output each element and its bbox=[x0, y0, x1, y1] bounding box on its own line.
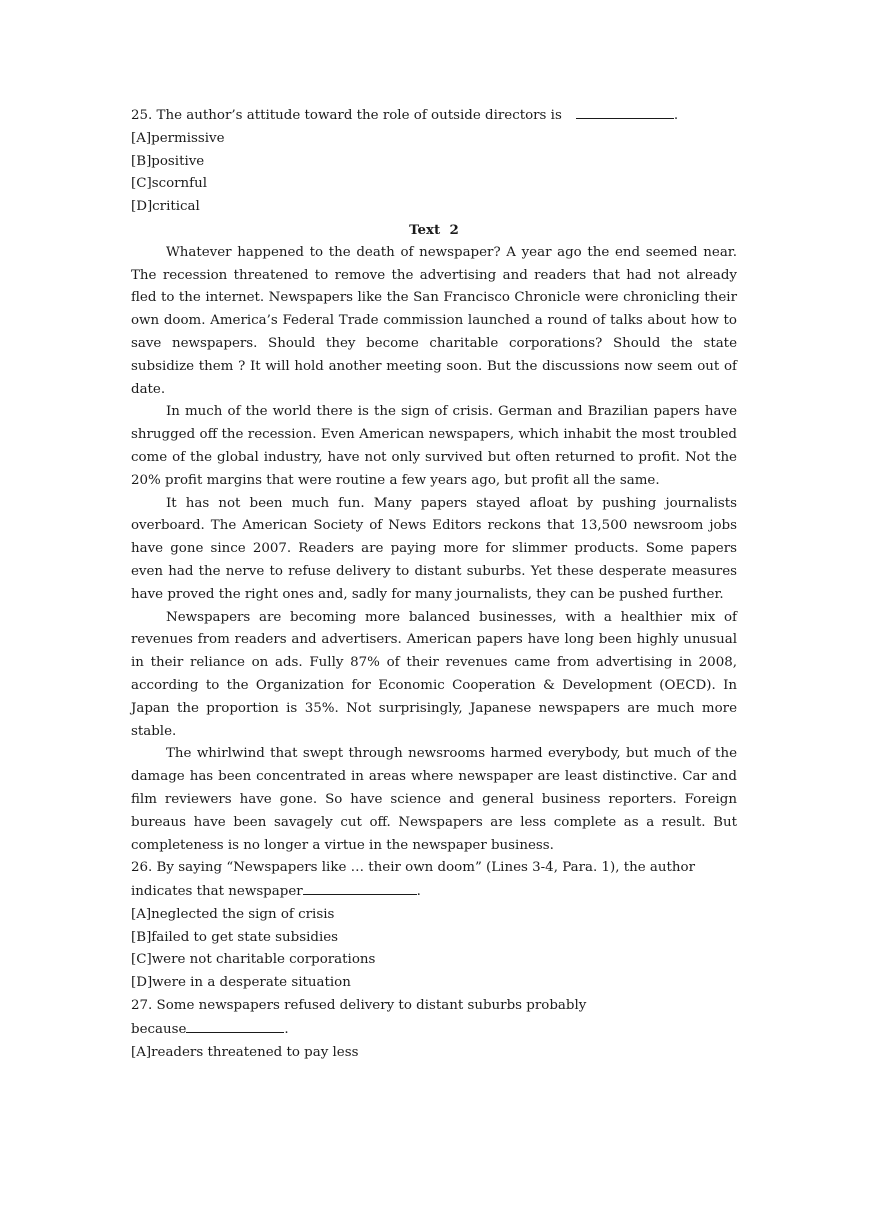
question-27-option-a: [A]readers threatened to pay less bbox=[131, 1044, 359, 1060]
question-26-option-b: [B]failed to get state subsidies bbox=[131, 929, 339, 945]
question-25-option-c: [C]scornful bbox=[131, 176, 208, 192]
passage-paragraph-4: Newspapers are becoming more balanced businesses, with a healthier mix of revenues from readers and advertisers. American papers have long been highly unusual in their reliance on ads. Fully 87% of their revenues came from advertising in 2008, according to the Organization for Economic Cooperation & Development (OECD). In Japan the proportion is 35%. Not surprisingly, Japanese newspapers are much more stable. bbox=[131, 609, 737, 739]
question-26-option-c: [C]were not charitable corporations bbox=[131, 952, 376, 968]
passage-paragraph-1: Whatever happened to the death of newspaper? A year ago the end seemed near. The recession threatened to remove the advertising and readers that had not already fled to the internet. Newspapers like the San Francisco Chronicle were chronicling their own doom. America’s Federal Trade commission launched a round of talks about how to save newspapers. Should they become charitable corporations? Should the state subsidize them ? It will hold another meeting soon. But the discussions now seem out of date. bbox=[131, 244, 737, 397]
question-26-option-d: [D]were in a desperate situation bbox=[131, 975, 351, 991]
question-27-stem-line-1: 27. Some newspapers refused delivery to distant suburbs probably bbox=[131, 998, 587, 1014]
question-26-stem-line-2: indicates that newspaper . bbox=[131, 880, 737, 904]
question-26-stem-line-1: 26. By saying “Newspapers like … their own doom” (Lines 3-4, Para. 1), the author bbox=[131, 860, 696, 876]
question-25-stem: 25. The author’s attitude toward the role of outside directors is . bbox=[131, 104, 737, 128]
passage-paragraph-3: It has not been much fun. Many papers stayed afloat by pushing journalists overboard. The American Society of News Editors reckons that 13,500 newsroom jobs have gone since 2007. Readers are paying more for slimmer products. Some papers even had the nerve to refuse delivery to distant suburbs. Yet these desperate measures have proved the right ones and, sadly for many journalists, they can be pushed further. bbox=[131, 495, 737, 602]
answer-blank bbox=[576, 104, 674, 119]
question-27-stem-line-2: because . bbox=[131, 1018, 737, 1042]
question-25-option-d: [D]critical bbox=[131, 199, 200, 215]
answer-blank bbox=[303, 880, 417, 895]
passage-paragraph-2: In much of the world there is the sign of crisis. German and Brazilian papers have shrugged off the recession. Even American newspapers, which inhabit the most troubled come of the global industry, have not only survived but often returned to profit. Not the 20% profit margins that were routine a few years ago, but profit all the same. bbox=[131, 404, 737, 488]
answer-blank bbox=[186, 1018, 284, 1033]
passage-title: Text 2 bbox=[409, 221, 459, 238]
question-26-option-a: [A]neglected the sign of crisis bbox=[131, 906, 335, 922]
question-25-option-a: [A]permissive bbox=[131, 130, 225, 146]
question-25-option-b: [B]positive bbox=[131, 153, 205, 169]
document-page bbox=[131, 104, 737, 1064]
passage-paragraph-5: The whirlwind that swept through newsrooms harmed everybody, but much of the damage has been concentrated in areas where newspaper are least distinctive. Car and film reviewers have gone. So have science and general business reporters. Foreign bureaus have been savagely cut off. Newspapers are less complete as a result. But completeness is no longer a virtue in the newspaper business. bbox=[131, 746, 737, 853]
